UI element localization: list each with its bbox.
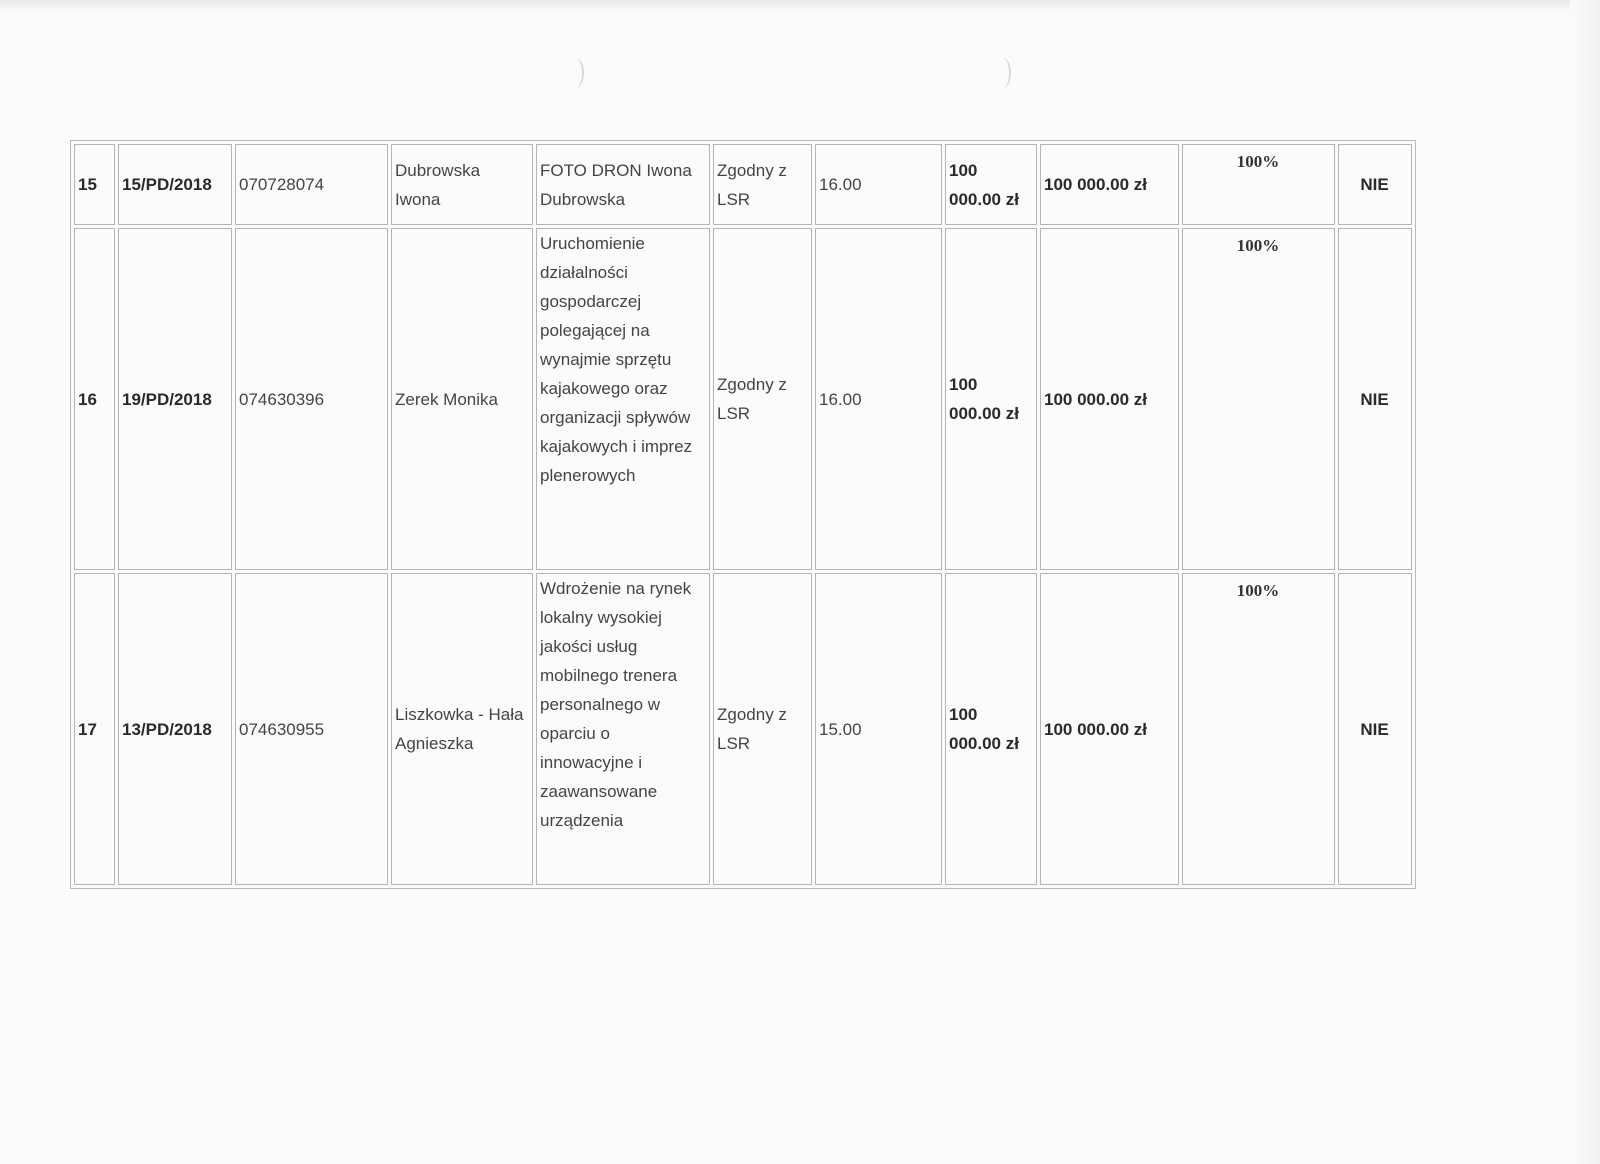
requested-amount: 100 000.00 zł	[945, 228, 1037, 570]
within-limit: NIE	[1338, 573, 1412, 885]
table-row	[74, 228, 1412, 570]
operation-title: FOTO DRON Iwona Dubrowska	[536, 144, 710, 225]
application-signature: 15/PD/2018	[118, 144, 232, 225]
application-signature: 19/PD/2018	[118, 228, 232, 570]
requested-amount: 100 000.00 zł	[945, 144, 1037, 225]
punch-hole-mark	[568, 58, 584, 88]
requested-amount: 100 000.00 zł	[945, 573, 1037, 885]
row-number: 17	[74, 573, 115, 885]
points: 15.00	[815, 573, 942, 885]
applicant-name: Dubrowska Iwona	[391, 144, 533, 225]
within-limit: NIE	[1338, 144, 1412, 225]
support-amount: 100 000.00 zł	[1040, 144, 1179, 225]
applicant-name: Zerek Monika	[391, 228, 533, 570]
row-number: 16	[74, 228, 115, 570]
lsr-compliance: Zgodny z LSR	[713, 228, 812, 570]
applications-table	[70, 140, 1416, 889]
scan-edge	[0, 0, 1600, 12]
percent: 100%	[1182, 573, 1335, 885]
support-amount: 100 000.00 zł	[1040, 573, 1179, 885]
applicant-name: Liszkowka - Hała Agnieszka	[391, 573, 533, 885]
points: 16.00	[815, 228, 942, 570]
lsr-compliance: Zgodny z LSR	[713, 573, 812, 885]
support-amount: 100 000.00 zł	[1040, 228, 1179, 570]
table-row	[74, 144, 1412, 225]
lsr-compliance: Zgodny z LSR	[713, 144, 812, 225]
within-limit: NIE	[1338, 228, 1412, 570]
id-number: 074630955	[235, 573, 388, 885]
percent: 100%	[1182, 228, 1335, 570]
operation-title: Wdrożenie na rynek lokalny wysokiej jakości usług mobilnego trenera personalnego w oparciu o innowacyjne i zaawansowane urządzenia	[536, 573, 710, 885]
punch-hole-mark	[995, 58, 1011, 88]
percent: 100%	[1182, 144, 1335, 225]
scan-edge	[1570, 0, 1600, 1164]
row-number: 15	[74, 144, 115, 225]
application-signature: 13/PD/2018	[118, 573, 232, 885]
points: 16.00	[815, 144, 942, 225]
table-row	[74, 573, 1412, 885]
id-number: 074630396	[235, 228, 388, 570]
id-number: 070728074	[235, 144, 388, 225]
operation-title: Uruchomienie działalności gospodarczej polegającej na wynajmie sprzętu kajakowego oraz organizacji spływów kajakowych i imprez plenerowych	[536, 228, 710, 570]
